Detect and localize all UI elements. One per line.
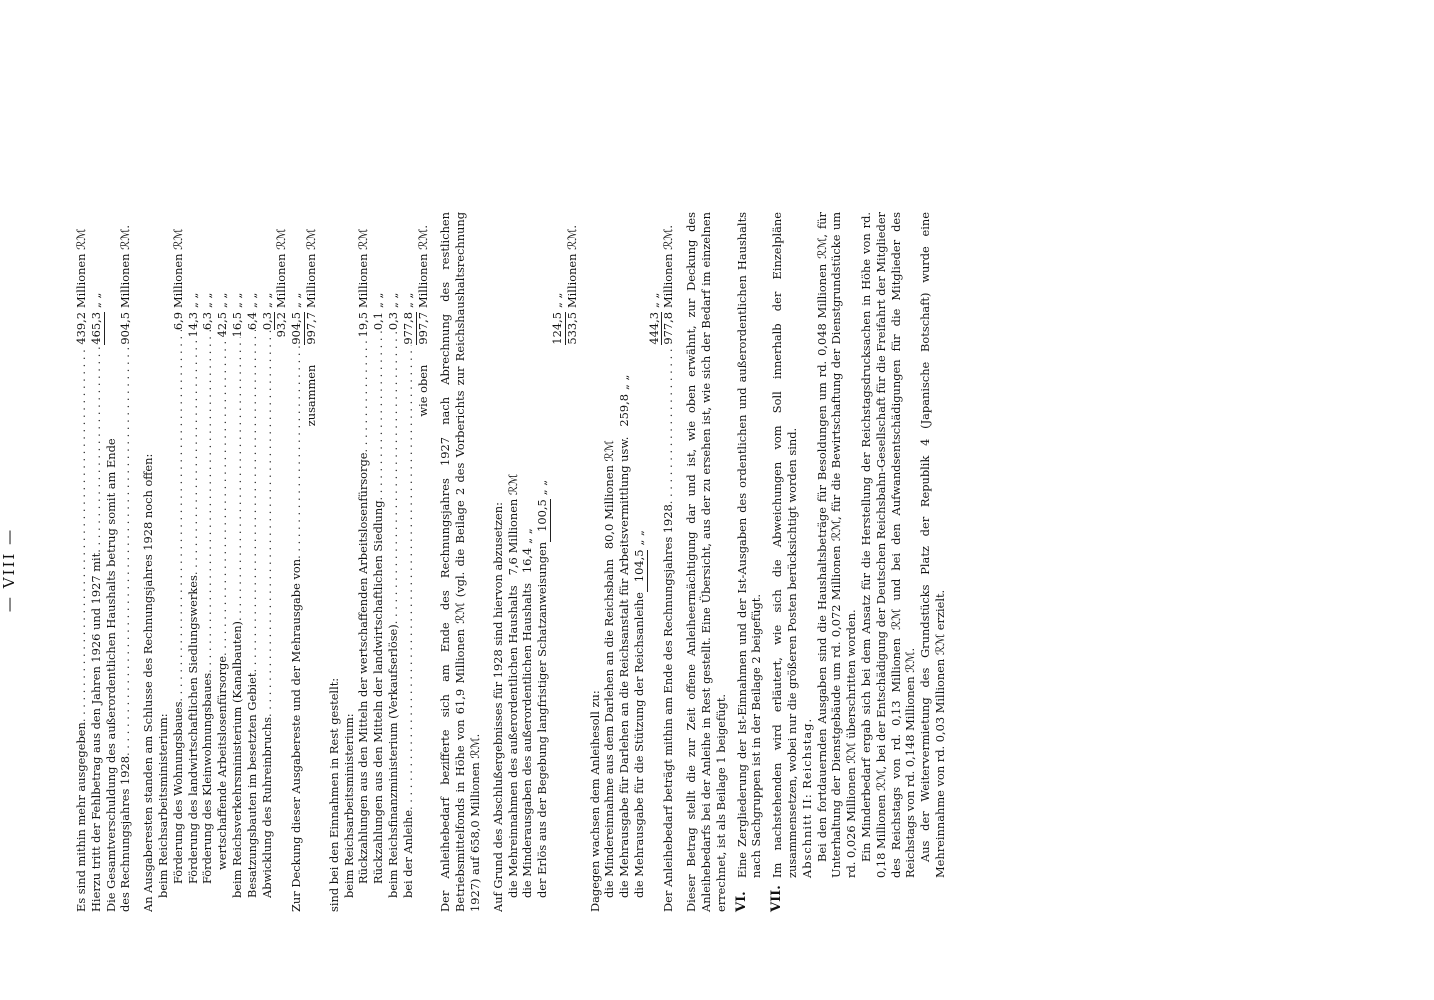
ledger-row (74, 212, 89, 912)
ledger-row: die Mehrausgabe für die Stützung der Reichsanleihe 104,5 „ „ (631, 530, 646, 898)
reichstag-paragraph: Ein Minderbedarf ergab sich bei dem Ansatz für die Herstellung der Reichstagsdrucksachen in Höhe von rd. 0,18 Millionen ℛℳ, bei der Entschädigung der Deutschen Reichsbahn-Gesellschaft für die Freifahrt der Mitglieder des Reichstags von rd. 0,13 Millionen ℛℳ und bei den Aufwandsentschädigungen für die Mitglieder des Reichstags von rd. 0,148 Millionen ℛℳ. (859, 212, 918, 878)
row-label: Hierzu tritt der Fehlbetrag aus den Jahren 1926 und 1927 mit (88, 552, 103, 912)
subtotal-row: 444,3 „ „ (646, 292, 661, 345)
subtotal-row: 124,5 „ „ (549, 292, 564, 345)
rotated-document-page (0, 140, 1434, 1000)
row-amount: 465,3 (88, 312, 103, 345)
rest-intro: sind bei den Einnahmen in Rest gestellt: (326, 677, 341, 912)
row-unit: „ „ (88, 292, 103, 308)
section-number: VII. (769, 885, 785, 912)
offen-intro: An Ausgaberesten standen am Schlusse des Rechnungsjahres 1928 noch offen: (141, 453, 156, 912)
row-amount: 439,2 (74, 312, 88, 345)
page-number: — VIII — (0, 527, 18, 613)
ledger-row: der Erlös aus der Begebung langfristiger Schatzanweisungen 100,5 „ „ (535, 479, 550, 898)
ledger-row (89, 212, 104, 912)
abschluss-intro: Auf Grund des Abschlußergebnisses für 1928 sind hiervon abzusetzen: (490, 502, 505, 912)
ledger-row: Zur Deckung dieser Ausgabereste und der Mehrausgabe von . . . 904,5 „ „ (289, 212, 304, 912)
ledger-row (118, 212, 133, 912)
text-line (104, 212, 119, 912)
result-row: 533,5 Millionen ℛℳ. (564, 224, 579, 345)
dieser-paragraph: Dieser Betrag stellt die zur Zeit offene Anleiheermächtigung dar und ist, wie oben erwähnt, zur Deckung des Anleihebedarfs bei der Anleihe in Rest gestellt. Eine Übersicht, aus der zu ersehen ist, wie sich der Bedarf im einzelnen errechnet, ist als Beilage 1 beigefügt. (684, 212, 728, 912)
reichstag-paragraph: Bei den fortdauernden Ausgaben sind die Haushaltsbeträge für Besoldungen um rd. 0,048 Millionen ℛℳ, für Unterhaltung der Dienstgebäude um rd. 0,072 Millionen ℛℳ, für die Bewirtschaftung der Dienstgrundstücke um rd. 0,026 Millionen ℛℳ überschritten worden. (814, 212, 859, 878)
section-text: Eine Zergliederung der Ist-Einnahmen und der Ist-Ausgaben des ordentlichen und außerordentlichen Haushalts nach Sachgruppen ist in der Beilage 2 beigefügt. (734, 212, 764, 878)
ministry-heading: beim Reichsarbeitsministerium: (341, 713, 356, 898)
ledger-row: beim Reichsfinanzministerium (Verkaufserlöse) . . . 0,3 „ „ (386, 212, 401, 912)
dagegen-intro: Dagegen wachsen dem Anleihesoll zu: (587, 690, 602, 912)
subtotal-amount: 93,2 (274, 312, 289, 338)
ministry-heading: beim Reichsarbeitsministerium: (155, 713, 170, 898)
row-label: des Rechnungsjahres 1928 (118, 756, 133, 912)
anleihe-paragraph: Der Anleihebedarf bezifferte sich am Ende des Rechnungsjahres 1927 nach Abrechnung des restlichen Betriebsmittelfonds in Höhe von 61,9 Millionen ℛℳ (vgl. die Beilage 2 des Vorberichts zur Reichshaushaltsrechnung 1927) auf 658,0 Millionen ℛℳ. (438, 212, 482, 912)
section-vi (735, 212, 765, 912)
ledger-row: Förderung des landwirtschaftlichen Siedlungswerkes . . . 14,3 „ „ (186, 212, 201, 912)
ledger-row: Förderung des Kleinwohnungsbaues . . . 6,3 „ „ (200, 212, 215, 912)
ledger-row: Abwicklung des Ruhreinbruchs . . . 0,3 „ „ (260, 212, 275, 912)
section-text: Im nachstehenden wird erläutert, wie sich die Abweichungen vom Soll innerhalb der Einzelpläne zusammensetzen, wobei nur die größeren Posten berücksichtigt worden sind. (770, 212, 800, 878)
digitization-credit (1408, 8, 1434, 768)
reichstag-paragraph: Aus der Weitervermietung des Grundstücks Platz der Republik 4 (Japanische Botschaft) wurde eine Mehreinnahme von rd. 0,03 Millionen ℛℳ erzielt. (918, 212, 948, 878)
section-vii (770, 212, 800, 912)
ledger-row: Besatzungsbauten im besetzten Gebiet . . . 6,4 „ „ (245, 212, 260, 912)
row-unit: Millionen ℛℳ (74, 228, 88, 308)
section-number: VI. (733, 891, 749, 912)
ledger-row: die Mehreinnahmen des außerordentlichen Haushalts 7,6 Millionen ℛℳ (505, 473, 520, 898)
ledger-row: Förderung des Wohnungsbaues . . . 6,9 Millionen ℛℳ (171, 212, 186, 912)
ledger-row: Rückzahlungen aus den Mitteln der wertschaffenden Arbeitslosenfürsorge . . . 19,5 Millionen ℛℳ (356, 212, 371, 912)
ledger-row: Der Anleihebedarf beträgt mithin am Ende des Rechnungsjahres 1928 . . . 977,8 Millionen ℛℳ. (661, 212, 676, 912)
row-label: Es sind mithin mehr ausgegeben (74, 722, 88, 912)
row-unit: Millionen ℛℳ. (118, 224, 133, 308)
subtotal-row: 93,2 Millionen ℛℳ (274, 228, 289, 338)
anleihe-amount: 658,0 (467, 820, 482, 853)
ledger-row: Rückzahlungen aus den Mitteln der landwirtschaftlichen Siedlung . . . 0,1 „ „ (371, 212, 386, 912)
ledger-row: die Mehrausgabe für Darlehen an die Reichsanstalt für Arbeitsvermittlung usw. 259,8 „ „ (617, 374, 632, 898)
row-amount: 904,5 (118, 312, 133, 345)
document-body (22, 212, 948, 912)
ledger-row: die Mindereinnahme aus dem Darlehen an die Reichsbahn 80,0 Millionen ℛℳ (602, 440, 617, 898)
ledger-row: bei der Anleihe . . . 977,8 „ „ (401, 212, 416, 912)
total-row: wie oben 997,7 Millionen ℛℳ. (415, 224, 430, 417)
ledger-row: die Minderausgaben des außerordentlichen Haushalts 16,4 „ „ (520, 528, 535, 898)
abschnitt-heading: Abschnitt II: Reichstag. (799, 717, 814, 878)
ledger-row: beim Reichsverkehrsministerium (Kanalbauten) . . . 16,5 „ „ (230, 212, 245, 912)
gesamt-line: Die Gesamtverschuldung des außerordentlichen Haushalts betrug somit am Ende (103, 438, 118, 912)
ledger-row: wertschaffende Arbeitslosenfürsorge . . . 42,5 „ „ (215, 212, 230, 912)
total-row: zusammen 997,7 Millionen ℛℳ (303, 228, 318, 427)
